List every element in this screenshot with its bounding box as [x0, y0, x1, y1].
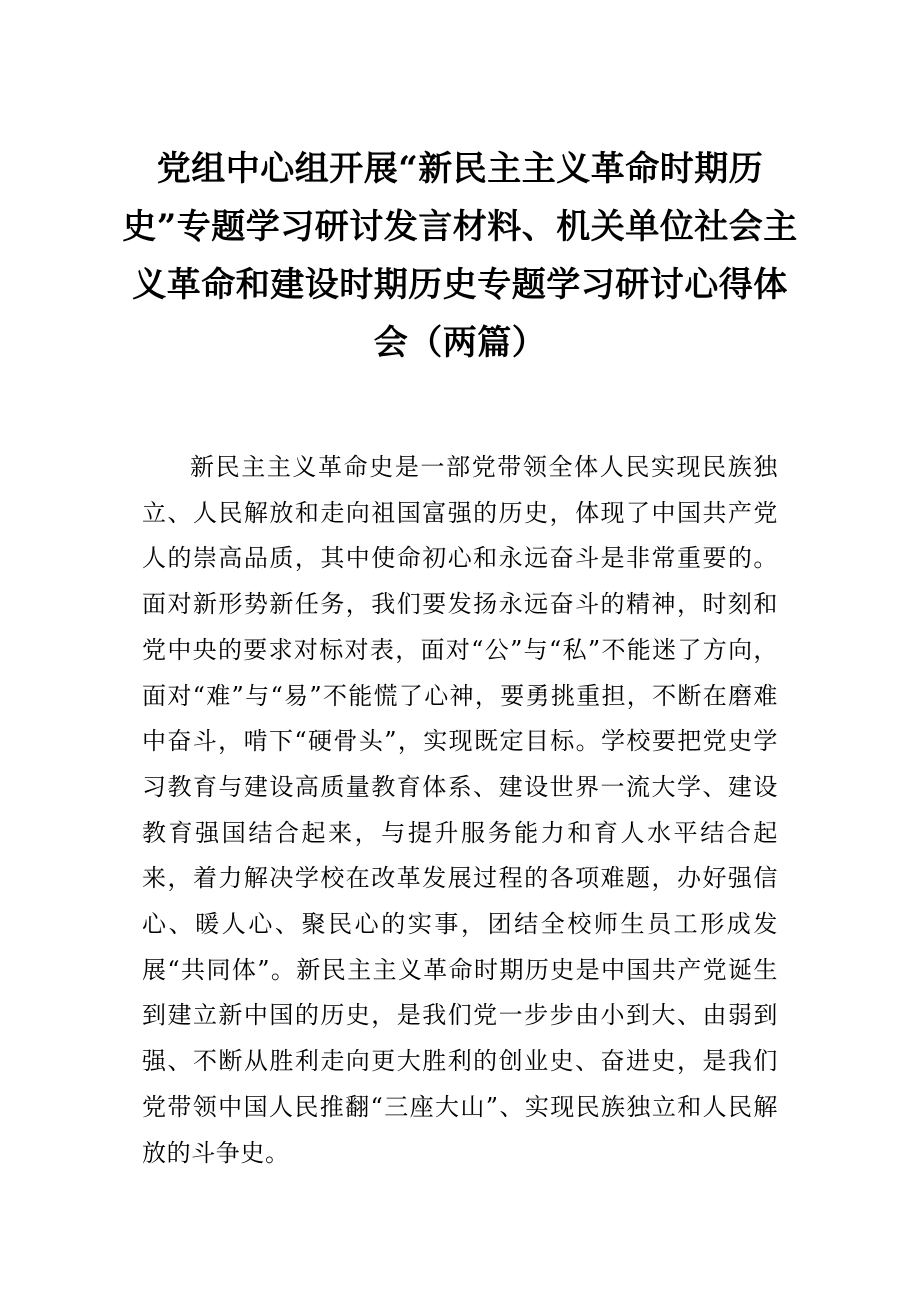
body-paragraph: 新民主主义革命史是一部党带领全体人民实现民族独立、人民解放和走向祖国富强的历史，体现了中国共产党人的崇高品质，其中使命初心和永远奋斗是非常重要的。面对新形势新任务，我们要发扬永远奋斗的精神，时刻和党中央的要求对标对表，面对“公”与“私”不能迷了方向，面对“难”与“易”不能慌了心神，要勇挑重担，不断在磨难中奋斗，啃下“硬骨头”，实现既定目标。学校要把党史学习教育与建设高质量教育体系、建设世界一流大学、建设教育强国结合起来，与提升服务能力和育人水平结合起来，着力解决学校在改革发展过程的各项难题，办好强信心、暖人心、聚民心的实事，团结全校师生员工形成发展“共同体”。新民主主义革命时期历史是中国共产党诞生到建立新中国的历史，是我们党一步步由小到大、由弱到强、不断从胜利走向更大胜利的创业史、奋进史，是我们党带领中国人民推翻“三座大山”、实现民族独立和人民解放的斗争史。 — [142, 453, 778, 1167]
document-title: 党组中心组开展“新民主主义革命时期历史”专题学习研讨发言材料、机关单位社会主义革命和建设时期历史专题学习研讨心得体会（两篇） — [122, 149, 798, 363]
